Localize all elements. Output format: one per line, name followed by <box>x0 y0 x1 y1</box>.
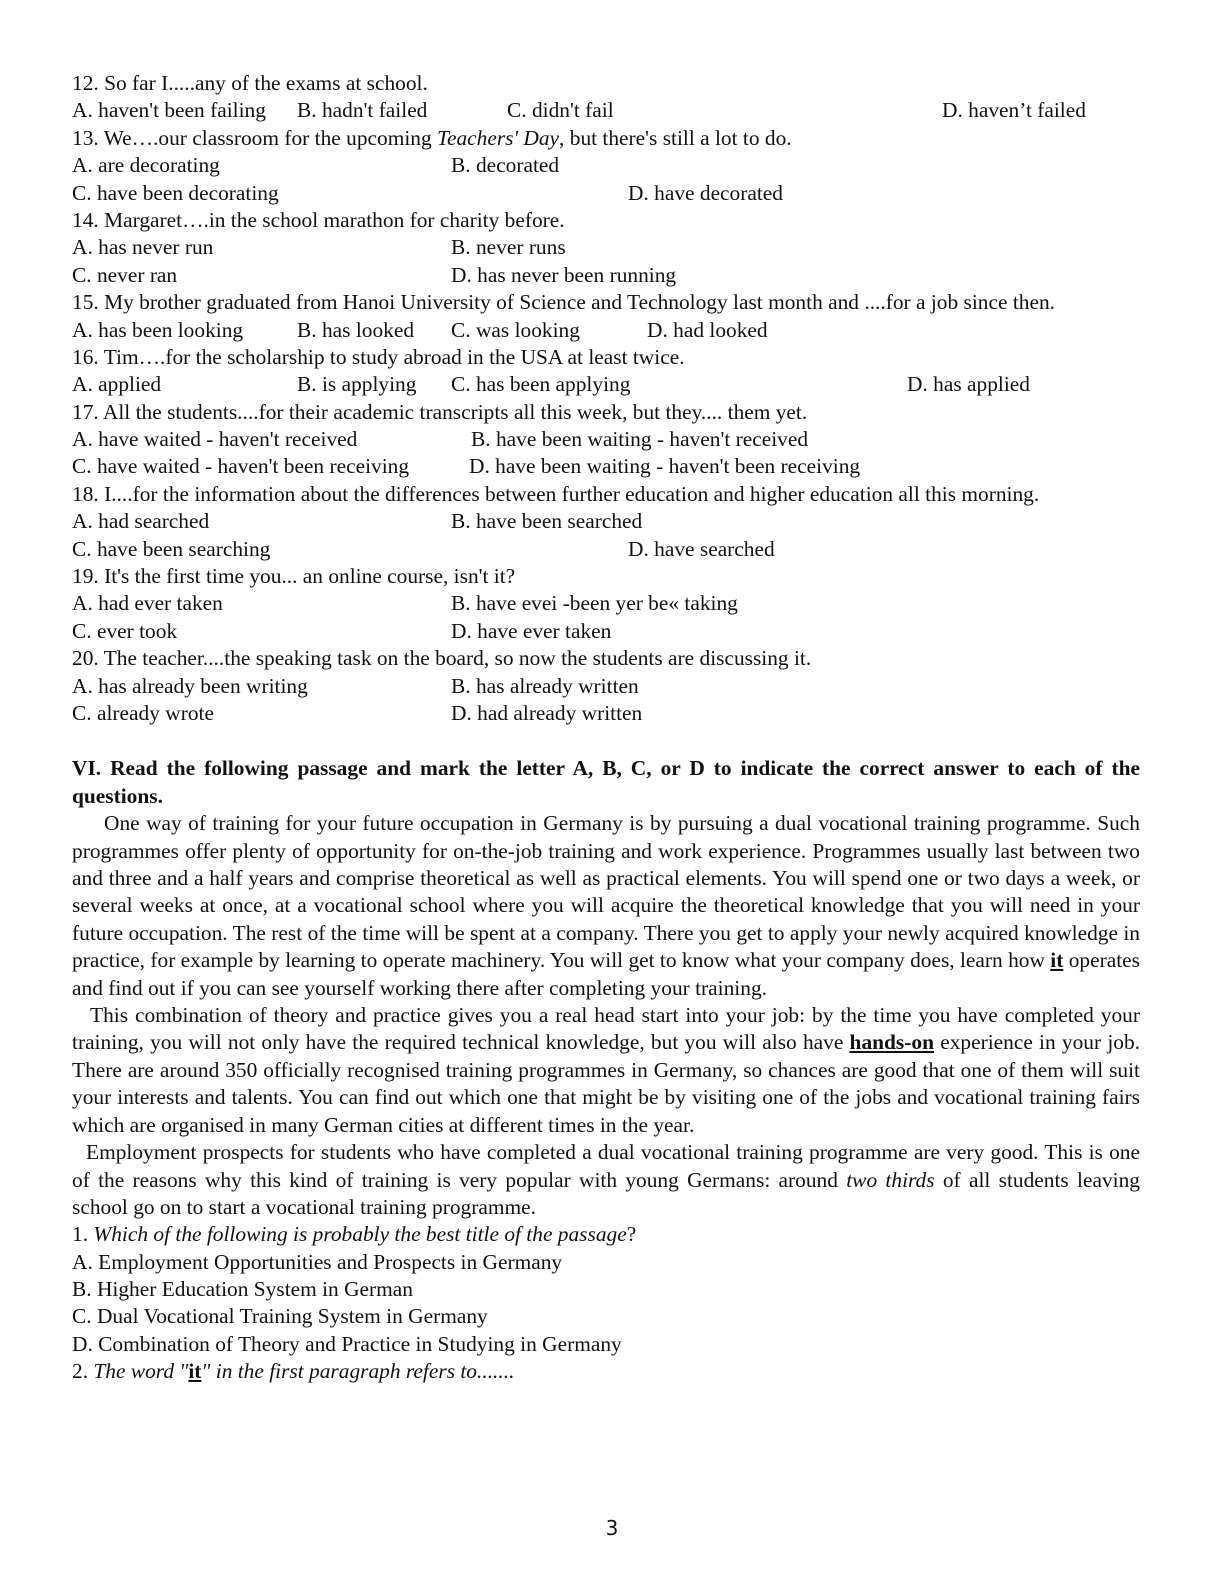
question-18-stem: 18. I....for the information about the differences between further education and higher education all this morning. <box>72 481 1040 506</box>
option: B. have evei -been yer be« taking <box>451 591 738 616</box>
passage-paragraph-2 <box>72 1002 1140 1139</box>
question-16-options <box>72 371 1140 398</box>
passage-question-2 <box>72 1358 1140 1385</box>
option: A. had searched <box>72 509 210 534</box>
option: D. had already written <box>451 701 643 726</box>
question-15-stem: 15. My brother graduated from Hanoi University of Science and Technology last month and ....for a job since then. <box>72 290 1056 315</box>
option: C. ever took <box>72 618 178 643</box>
question-number: 1. <box>72 1222 94 1247</box>
question-14-options-row1 <box>72 234 1140 261</box>
option: C. didn't fail <box>507 98 614 123</box>
option: C. have waited - haven't been receiving <box>72 454 410 479</box>
question-14-options-row2 <box>72 262 1140 289</box>
option: B. has looked <box>297 317 415 342</box>
option: A. have waited - haven't received <box>72 427 358 452</box>
question-text: " in the first paragraph refers to....... <box>201 1359 515 1384</box>
question-16-stem: 16. Tim….for the scholarship to study abroad in the USA at least twice. <box>72 344 685 369</box>
option: B. is applying <box>297 372 417 397</box>
question-17-options-row2 <box>72 453 1140 480</box>
question-12-options <box>72 97 1140 124</box>
worksheet-page <box>72 70 1140 1386</box>
option: A. has been looking <box>72 317 244 342</box>
question-13-options-row2 <box>72 180 1140 207</box>
question-20-options-row2 <box>72 700 1140 727</box>
passage-text: Employment prospects for students who have completed a dual vocational training programme are very good. This is one of the reasons why this kind of training is very popular with young Germans: around <box>72 1140 1140 1192</box>
option: A. has already been writing <box>72 673 308 698</box>
option: B. decorated <box>451 153 560 178</box>
option: C. never ran <box>72 262 178 287</box>
option: C. have been searching <box>72 536 271 561</box>
question-20-stem: 20. The teacher....the speaking task on the board, so now the students are discussing it. <box>72 646 812 671</box>
passage-paragraph-3 <box>72 1139 1140 1221</box>
option: B. never runs <box>451 235 566 260</box>
option: C. was looking <box>451 317 580 342</box>
question-number: 2. <box>72 1359 94 1384</box>
stem-text: 13. We….our classroom for the upcoming <box>72 125 438 150</box>
option: D. Combination of Theory and Practice in Studying in Germany <box>72 1331 622 1356</box>
question-18-options-row1 <box>72 508 1140 535</box>
question-19-options-row1 <box>72 590 1140 617</box>
underlined-word: it <box>188 1359 202 1384</box>
option: A. Employment Opportunities and Prospects in Germany <box>72 1249 563 1274</box>
question-15-options <box>72 317 1140 344</box>
passage-text: of all students leaving school go on to start a vocational training programme. <box>72 1167 1140 1219</box>
passage-text: This combination of theory and practice gives you a real head start into your job: by the time you have completed your training, you will not only have the required technical knowledge, but you will also have <box>72 1003 1140 1055</box>
question-end: ? <box>626 1222 637 1247</box>
question-13-stem <box>72 125 1140 152</box>
stem-italic: Teachers' Day <box>437 125 560 150</box>
question-19-stem: 19. It's the first time you... an online course, isn't it? <box>72 564 516 589</box>
option: A. had ever taken <box>72 591 223 616</box>
question-12-stem: 12. So far I.....any of the exams at school. <box>72 71 428 95</box>
option: D. had looked <box>647 317 768 342</box>
option: D. haven’t failed <box>942 98 1086 123</box>
passage-text: operates and find out if you can see yourself working there after completing your training. <box>72 948 1140 1000</box>
option: B. Higher Education System in German <box>72 1277 413 1302</box>
question-17-options-row1 <box>72 426 1140 453</box>
passage-paragraph-1 <box>72 810 1140 1002</box>
option: D. have been waiting - haven't been receiving <box>469 454 861 479</box>
question-20-options-row1 <box>72 673 1140 700</box>
underlined-word: hands-on <box>849 1030 934 1055</box>
italic-phrase: two thirds <box>846 1167 935 1192</box>
question-14-stem: 14. Margaret….in the school marathon for charity before. <box>72 207 565 232</box>
question-text: The word " <box>93 1359 189 1384</box>
question-text: Which of the following is probably the best title of the passage <box>93 1222 627 1247</box>
option: D. have decorated <box>628 180 783 205</box>
section-heading: VI. Read the following passage and mark the letter A, B, C, or D to indicate the correct answer to each of the questions. <box>72 756 1140 808</box>
option: A. has never run <box>72 235 214 260</box>
option: B. have been searched <box>451 509 643 534</box>
option: B. have been waiting - haven't received <box>471 427 809 452</box>
underlined-word: it <box>1050 948 1064 973</box>
option: B. has already written <box>451 673 639 698</box>
question-18-options-row2 <box>72 536 1140 563</box>
option: A. applied <box>72 372 162 397</box>
passage-question-1 <box>72 1221 1140 1248</box>
option: D. has applied <box>907 372 1030 397</box>
option: D. has never been running <box>451 262 677 287</box>
option: A. are decorating <box>72 153 220 178</box>
page-number: 3 <box>605 1516 619 1540</box>
stem-text: , but there's still a lot to do. <box>559 125 792 150</box>
option: D. have searched <box>628 536 775 561</box>
option: D. have ever taken <box>451 618 612 643</box>
option: C. have been decorating <box>72 180 279 205</box>
option: A. haven't been failing <box>72 98 266 123</box>
option: C. has been applying <box>451 372 631 397</box>
question-17-stem: 17. All the students....for their academic transcripts all this week, but they.... them yet. <box>72 399 808 424</box>
option: B. hadn't failed <box>297 98 428 123</box>
question-13-options-row1 <box>72 152 1140 179</box>
option: C. already wrote <box>72 701 214 726</box>
question-19-options-row2 <box>72 618 1140 645</box>
passage-text: One way of training for your future occupation in Germany is by pursuing a dual vocational training programme. Such programmes offer plenty of opportunity for on-the-job training and work experience. Programmes usually last between two and three and a half years and comprise theoretical as well as practical elements. You will spend one or two days a week, or several weeks at once, at a vocational school where you will acquire the theoretical knowledge that you will need in your future occupation. The rest of the time will be spent at a company. There you get to apply your newly acquired knowledge in practice, for example by learning to operate machinery. You will get to know what your company does, learn how <box>72 811 1140 973</box>
option: C. Dual Vocational Training System in Germany <box>72 1304 488 1329</box>
passage-text: experience in your job. There are around 350 officially recognised training programmes in Germany, so chances are good that one of them will suit your interests and talents. You can find out which one that might be by visiting one of the jobs and vocational training fairs which are organised in many German cities at different times in the year. <box>72 1030 1140 1137</box>
